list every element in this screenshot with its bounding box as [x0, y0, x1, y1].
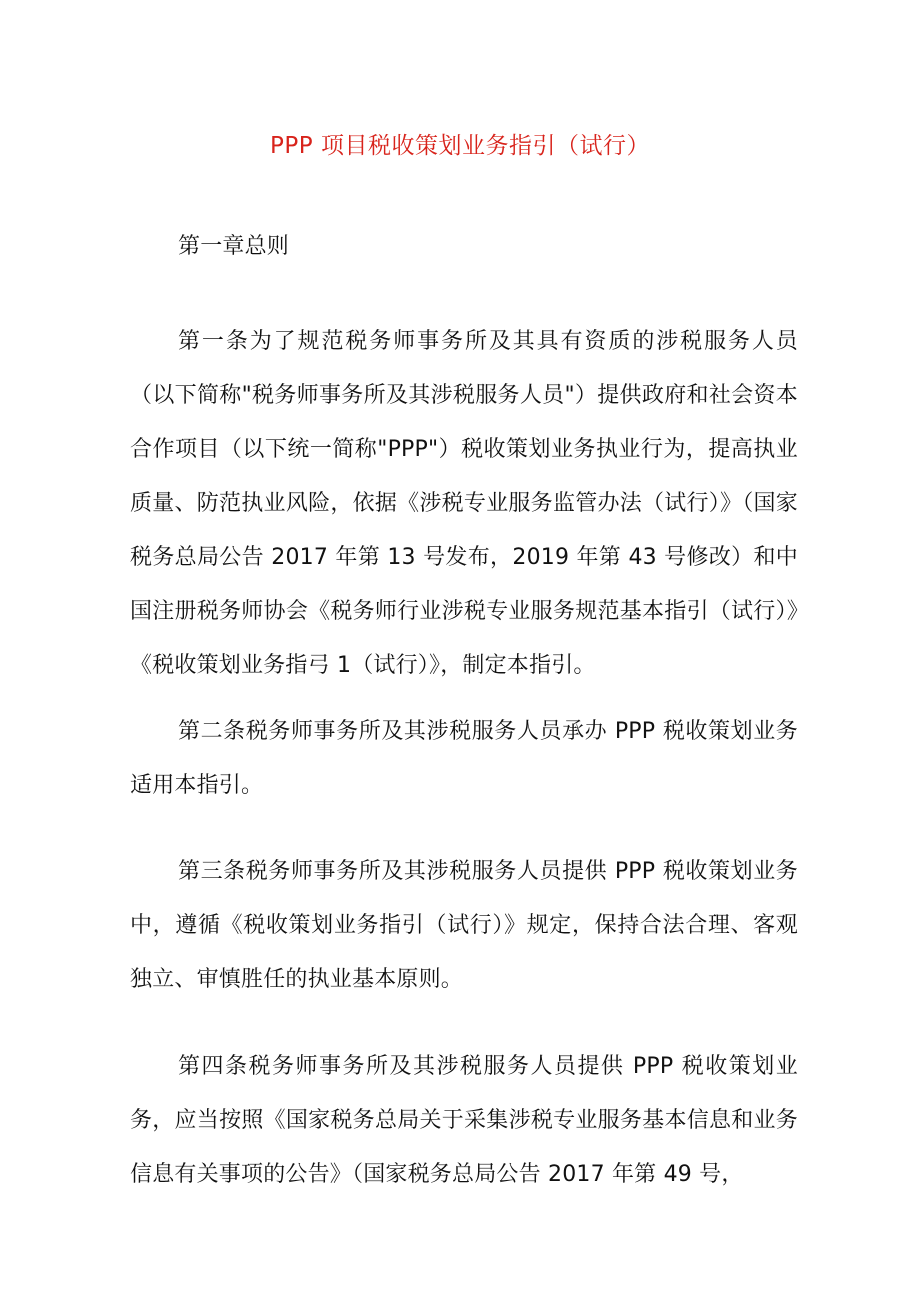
article-2-paragraph: 第二条税务师事务所及其涉税服务人员承办 PPP 税收策划业务适用本指引。 — [130, 719, 798, 798]
document-title: PPP 项目税收策划业务指引（试行） — [270, 133, 650, 159]
chapter-heading: 第一章总则 — [178, 234, 290, 259]
article-3-paragraph: 第三条税务师事务所及其涉税服务人员提供 PPP 税收策划业务中，遵循《税收策划业务指引（试行）》规定，保持合法合理、客观独立、审慎胜任的执业基本原则。 — [130, 859, 798, 992]
article-4-paragraph: 第四条税务师事务所及其涉税服务人员提供 PPP 税收策划业务，应当按照《国家税务总局关于采集涉税专业服务基本信息和业务信息有关事项的公告》（国家税务总局公告 2017 年第 49 号， — [130, 1054, 798, 1187]
article-1-paragraph: 第一条为了规范税务师事务所及其具有资质的涉税服务人员（以下简称"税务师事务所及其涉税服务人员"）提供政府和社会资本合作项目（以下统一简称"PPP"）税收策划业务执业行为，提高执业质量、防范执业风险，依据《涉税专业服务监管办法（试行）》（国家税务总局公告 2017 年第 13 号发布，2019 年第 43 号修改）和中国注册税务师协会《税务师行业涉税专业服务规范基本指引（试行）》《税收策划业务指弓 1（试行）》，制定本指引。 — [130, 329, 798, 678]
